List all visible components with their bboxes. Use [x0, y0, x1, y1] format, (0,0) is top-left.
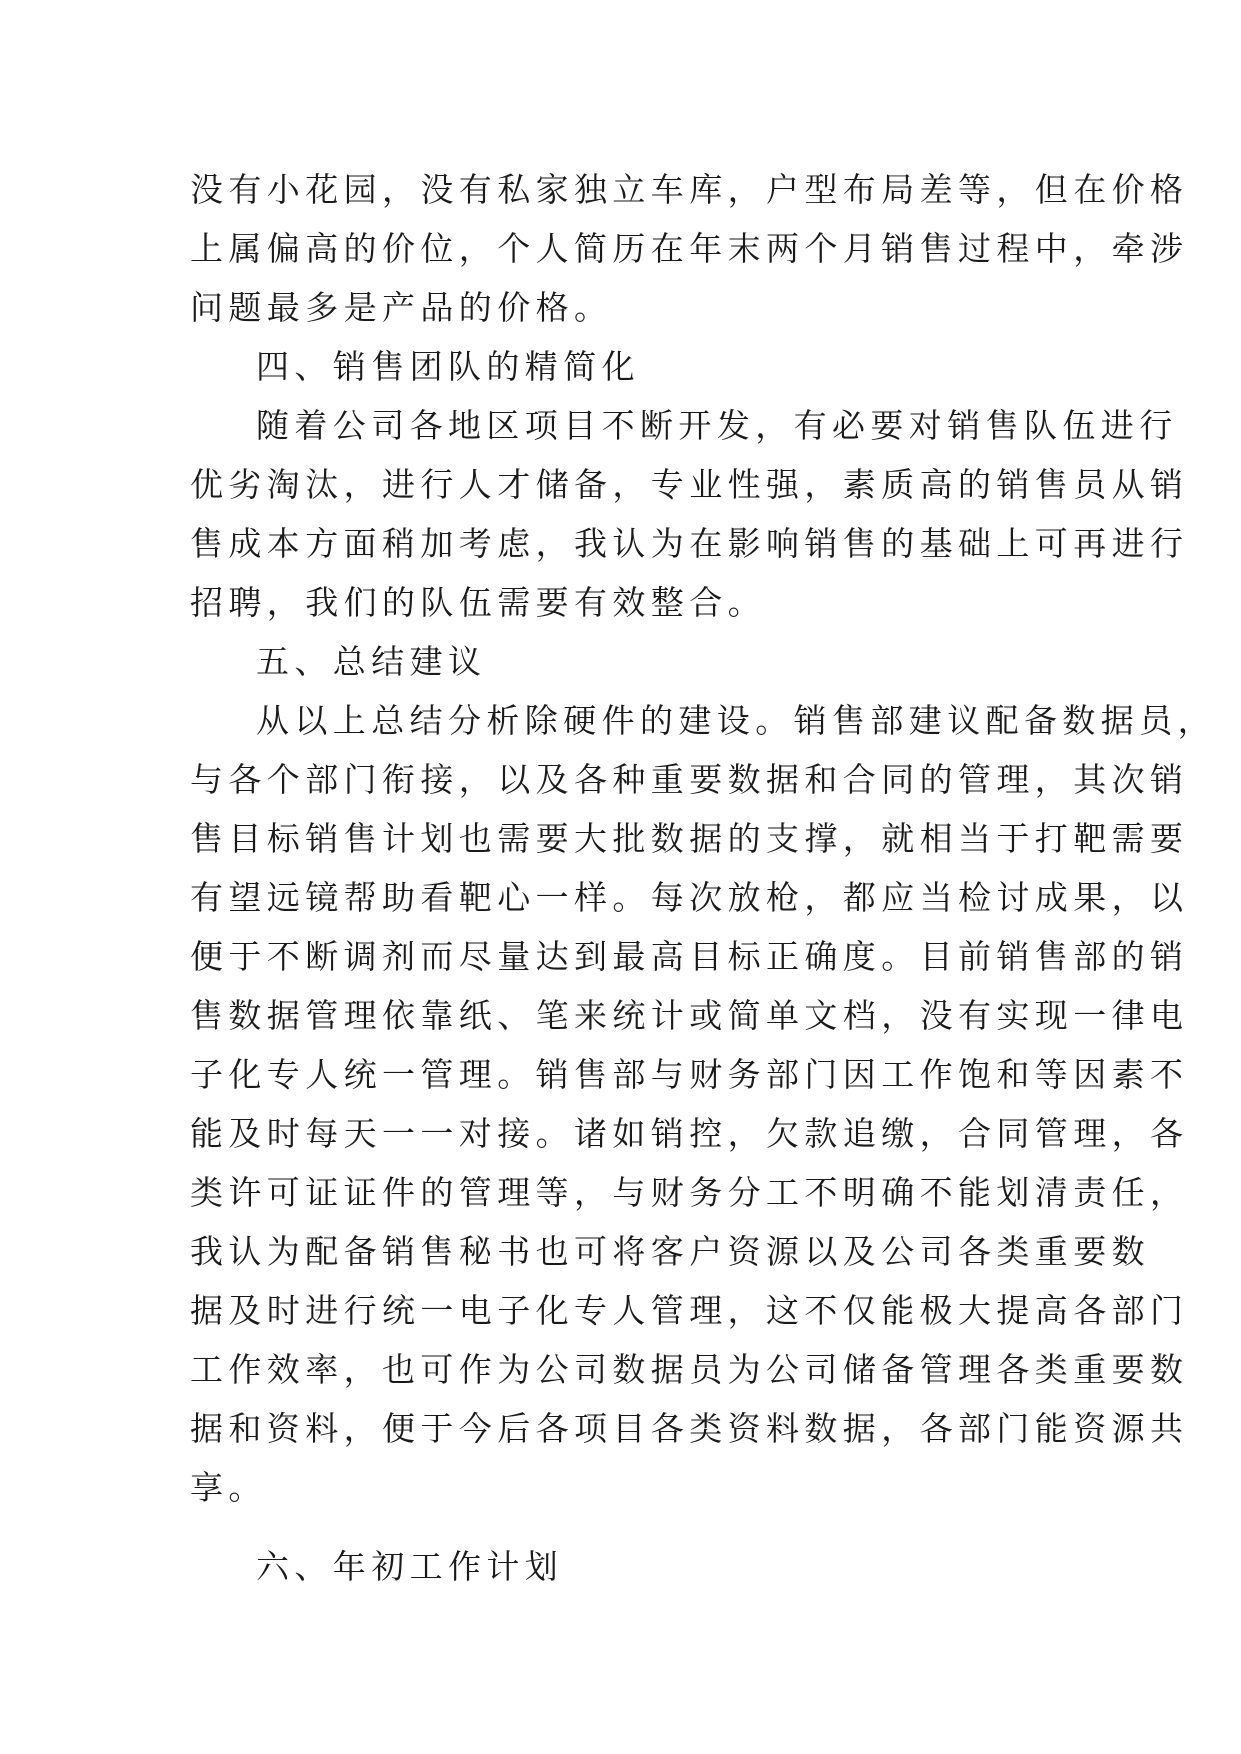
paragraph-sales-team: [190, 396, 1189, 632]
text-line: 招聘，我们的队伍需要有效整合。: [190, 583, 766, 622]
text-line: 没有小花园，没有私家独立车库，户型布局差等，但在价格: [190, 170, 1189, 209]
text-line: 工作效率，也可作为公司数据员为公司储备管理各类重要数: [190, 1350, 1189, 1389]
text-line: 问题最多是产品的价格。: [190, 288, 613, 327]
text-line: 售数据管理依靠纸、笔来统计或简单文档，没有实现一律电: [190, 996, 1189, 1035]
text-line: 享。: [190, 1468, 267, 1507]
text-line: 从以上总结分析除硬件的建设。销售部建议配备数据员，: [256, 701, 1216, 740]
text-line: 子化专人统一管理。销售部与财务部门因工作饱和等因素不: [190, 1055, 1189, 1094]
text-line: 能及时每天一一对接。诸如销控，欠款追缴，合同管理，各: [190, 1114, 1189, 1153]
text-line: 便于不断调剂而尽量达到最高目标正确度。目前销售部的销: [190, 937, 1189, 976]
text-line: 据和资料，便于今后各项目各类资料数据，各部门能资源共: [190, 1409, 1189, 1448]
text-line: 与各个部门衔接，以及各种重要数据和合同的管理，其次销: [190, 760, 1189, 799]
document-body: [190, 160, 1216, 1596]
text-line: 有望远镜帮助看靶心一样。每次放枪，都应当检讨成果，以: [190, 878, 1189, 917]
text-line: 据及时进行统一电子化专人管理，这不仅能极大提高各部门: [190, 1291, 1189, 1330]
text-line: 类许可证证件的管理等，与财务分工不明确不能划清责任，: [190, 1173, 1189, 1212]
text-line: 售成本方面稍加考虑，我认为在影响销售的基础上可再进行: [190, 524, 1189, 563]
text-line: 我认为配备销售秘书也可将客户资源以及公司各类重要数: [190, 1232, 1150, 1271]
paragraph-suggestions: [190, 691, 1216, 1517]
text-line: 上属偏高的价位，个人简历在年末两个月销售过程中，牵涉: [190, 229, 1189, 268]
text-line: 售目标销售计划也需要大批数据的支撑，就相当于打靶需要: [190, 819, 1189, 858]
section-heading-5: 五、总结建议: [256, 642, 487, 681]
paragraph-pricing: [190, 160, 1189, 337]
text-line: 随着公司各地区项目不断开发，有必要对销售队伍进行: [256, 406, 1178, 445]
text-line: 优劣淘汰，进行人才储备，专业性强，素质高的销售员从销: [190, 465, 1189, 504]
spacer: [190, 1517, 1050, 1537]
section-heading-4: 四、销售团队的精简化: [256, 347, 640, 386]
section-heading-6: 六、年初工作计划: [256, 1547, 564, 1586]
